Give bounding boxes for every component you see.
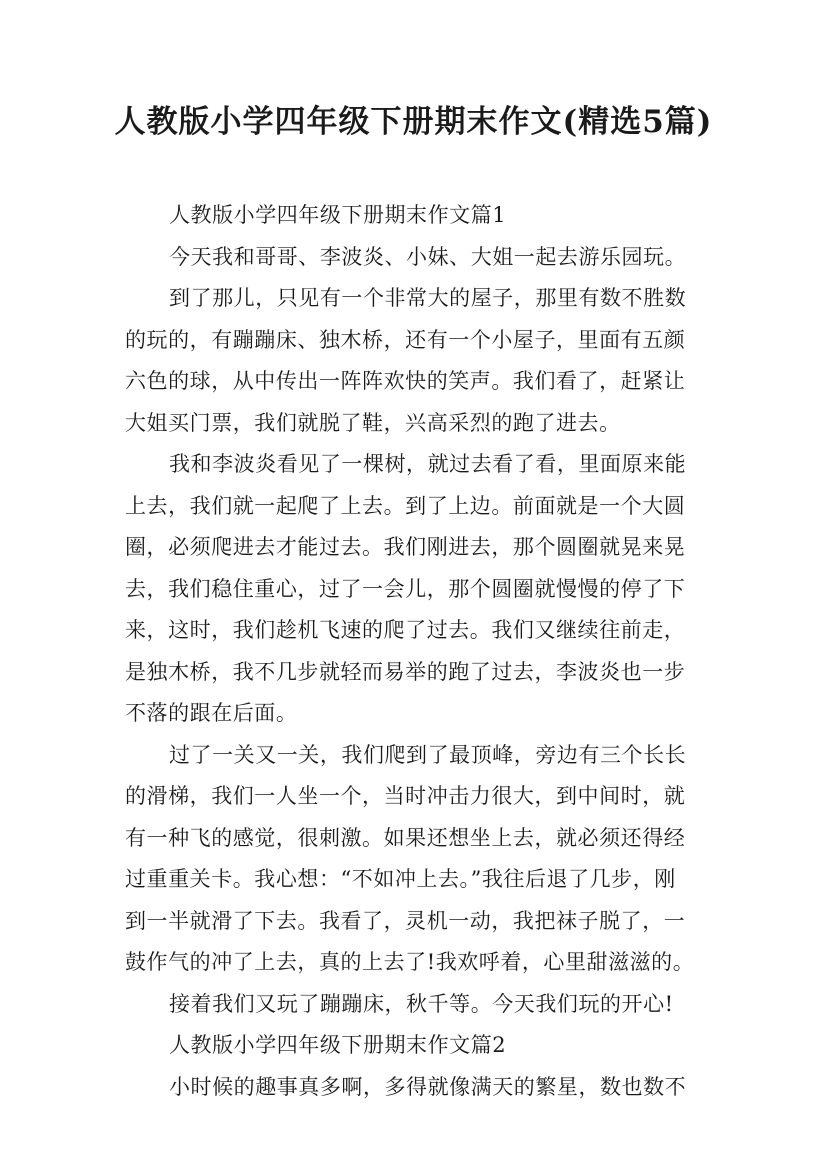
text-line: 不落的跟在后面。 xyxy=(125,701,298,725)
text-line: 圈，必须爬进去才能过去。我们刚进去，那个圆圈就晃来晃 xyxy=(125,535,686,559)
text-line: 的滑梯，我们一人坐一个，当时冲击力很大，到中间时，就 xyxy=(125,784,686,808)
text-line: 接着我们又玩了蹦蹦床，秋千等。今天我们玩的开心! xyxy=(169,991,674,1016)
text-line: 过重重关卡。我心想：“不如冲上去。”我往后退了几步，刚 xyxy=(125,867,676,891)
text-line: 今天我和哥哥、李波炎、小妹、大姐一起去游乐园玩。 xyxy=(169,244,687,269)
text-line: 我和李波炎看见了一棵树，就过去看了看，里面原来能 xyxy=(169,452,687,476)
text-line: 来，这时，我们趁机飞速的爬了过去。我们又继续往前走， xyxy=(125,618,686,642)
text-line: 过了一关又一关，我们爬到了最顶峰，旁边有三个长长 xyxy=(169,742,687,767)
text-line: 人教版小学四年级下册期末作文篇2 xyxy=(169,1033,507,1057)
text-line: 大姐买门票，我们就脱了鞋，兴高采烈的跑了进去。 xyxy=(125,410,621,435)
text-line: 是独木桥，我不几步就轻而易举的跑了过去，李波炎也一步 xyxy=(125,659,686,684)
document-title: 人教版小学四年级下册期末作文(精选5篇) xyxy=(114,104,713,140)
text-line: 人教版小学四年级下册期末作文篇1 xyxy=(169,203,507,227)
text-line: 有一种飞的感觉，很刺激。如果还想坐上去，就必须还得经 xyxy=(125,825,686,850)
text-line: 小时候的趣事真多啊，多得就像满天的繁星，数也数不 xyxy=(169,1074,687,1099)
document-body xyxy=(125,195,715,1108)
text-line: 六色的球，从中传出一阵阵欢快的笑声。我们看了，赶紧让 xyxy=(125,369,686,393)
text-line: 到一半就滑了下去。我看了，灵机一动，我把袜子脱了，一 xyxy=(125,908,686,933)
text-line: 去，我们稳住重心，过了一会儿，那个圆圈就慢慢的停了下 xyxy=(125,576,686,601)
text-line: 上去，我们就一起爬了上去。到了上边。前面就是一个大圆 xyxy=(125,493,686,518)
text-line: 鼓作气的冲了上去，真的上去了!我欢呼着，心里甜滋滋的。 xyxy=(125,950,695,974)
text-line: 到了那儿，只见有一个非常大的屋子，那里有数不胜数 xyxy=(169,286,687,310)
text-line: 的玩的，有蹦蹦床、独木桥，还有一个小屋子，里面有五颜 xyxy=(125,327,686,352)
